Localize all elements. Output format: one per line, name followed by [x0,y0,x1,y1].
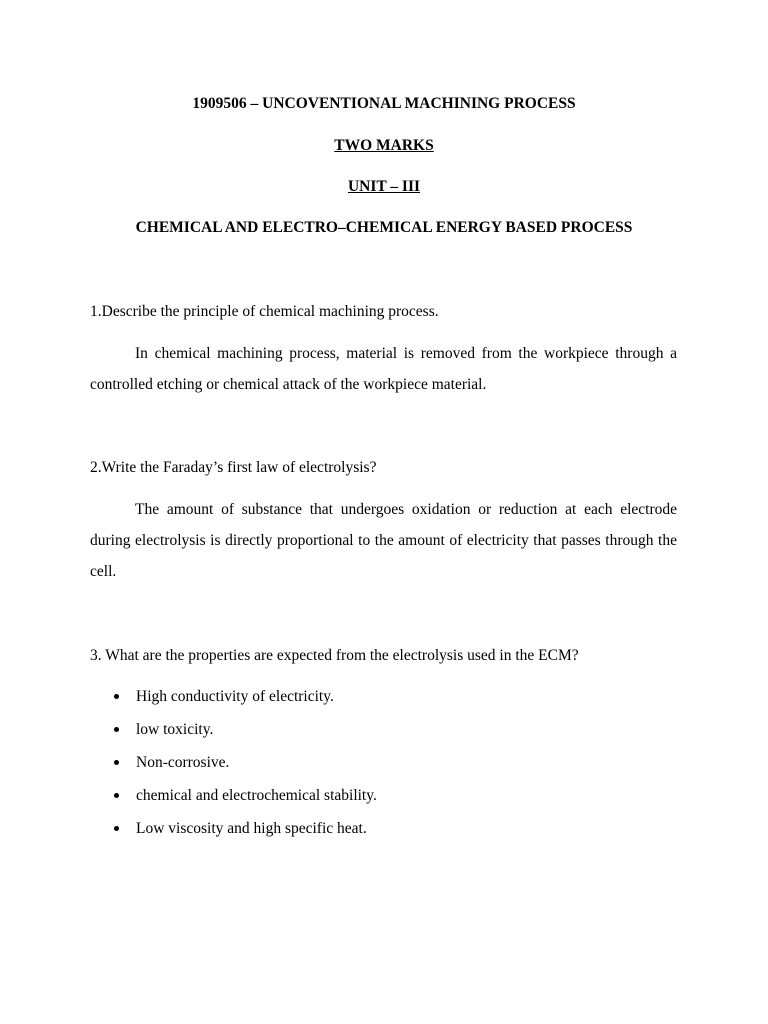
list-item [90,819,677,839]
list-item-text: low toxicity. [136,721,214,738]
properties-list [90,687,677,852]
bullet-icon [114,793,119,798]
bullet-icon [114,826,119,831]
list-item-text: High conductivity of electricity. [136,688,334,705]
course-title: 1909506 – UNCOVENTIONAL MACHINING PROCESS [192,95,576,112]
topic-title: CHEMICAL AND ELECTRO–CHEMICAL ENERGY BASED PROCESS [135,219,633,236]
section-title: TWO MARKS [334,137,434,154]
list-item [90,720,677,740]
unit-title: UNIT – III [347,178,421,195]
list-item [90,753,677,773]
list-item-text: Non-corrosive. [136,754,230,771]
list-item-text: Low viscosity and high specific heat. [136,820,367,837]
bullet-icon [114,760,119,765]
bullet-icon [114,694,119,699]
answer-2: The amount of substance that undergoes oxidation or reduction at each electrode during electrolysis is directly proportional to the amount of electricity that passes through the cell. [90,501,677,580]
list-item-text: chemical and electrochemical stability. [136,787,377,804]
question-3: 3. What are the properties are expected from the electrolysis used in the ECM? [90,647,579,664]
answer-1: In chemical machining process, material is removed from the workpiece through a controlled etching or chemical attack of the workpiece material. [90,345,677,393]
question-1: 1.Describe the principle of chemical machining process. [90,303,439,320]
bullet-icon [114,727,119,732]
list-item [90,687,677,707]
question-2: 2.Write the Faraday’s first law of electrolysis? [90,459,377,476]
list-item [90,786,677,806]
